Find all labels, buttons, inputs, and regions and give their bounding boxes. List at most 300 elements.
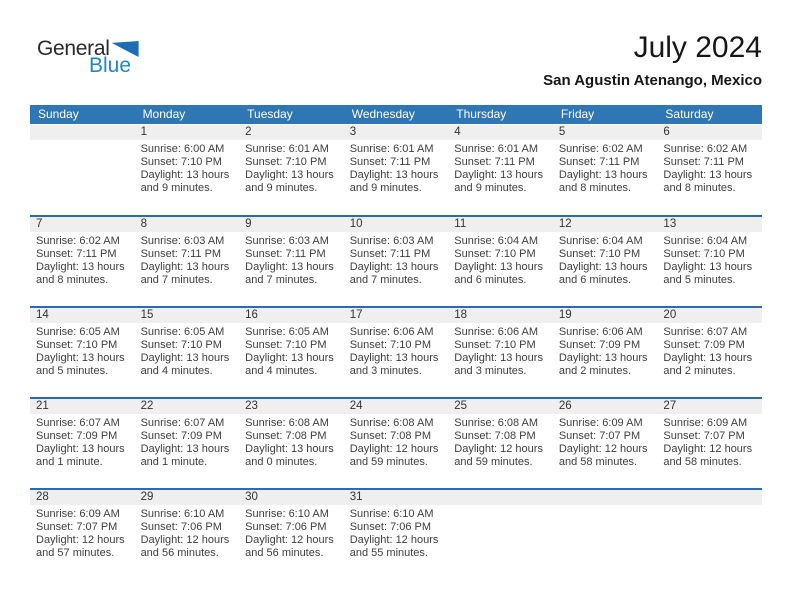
weekday-header-row bbox=[30, 105, 762, 124]
sunset-text-label: Sunset: bbox=[245, 339, 283, 351]
day-number: 9 bbox=[245, 218, 252, 230]
sunrise-text-value: 6:03 AM bbox=[393, 235, 434, 247]
daylight-text-label: Daylight: bbox=[663, 352, 707, 364]
sunset-text bbox=[663, 430, 758, 443]
daylight-text-label: Daylight: bbox=[349, 261, 393, 273]
sunset-text-value: 7:08 PM bbox=[285, 430, 327, 442]
sunrise-text bbox=[454, 143, 549, 156]
daylight-text-label: Daylight: bbox=[349, 443, 393, 455]
day-number-strip bbox=[344, 399, 449, 414]
daylight-text-value: 13 hours and 2 minutes. bbox=[663, 352, 753, 377]
daylight-text bbox=[36, 534, 131, 560]
cell-body bbox=[657, 140, 762, 195]
day-number-strip bbox=[30, 125, 135, 140]
daylight-text bbox=[559, 169, 654, 195]
day-number-strip bbox=[553, 490, 658, 505]
sunset-text-value: 7:10 PM bbox=[285, 156, 327, 168]
week-row-2 bbox=[30, 215, 762, 306]
daylight-text-value: 13 hours and 8 minutes. bbox=[558, 169, 648, 194]
sunrise-text bbox=[559, 143, 654, 156]
location-subtitle: San Agustin Atenango, Mexico bbox=[543, 72, 762, 89]
daylight-text-label: Daylight: bbox=[245, 169, 288, 181]
sunrise-text-value: 6:09 AM bbox=[706, 417, 748, 429]
sunrise-text-label: Sunrise: bbox=[349, 235, 391, 247]
calendar-cell-day-6 bbox=[657, 125, 762, 215]
sunrise-text-label: Sunrise: bbox=[245, 508, 286, 520]
sunset-text-value: 7:11 PM bbox=[76, 248, 117, 260]
day-number: 17 bbox=[349, 309, 363, 321]
sunrise-text-value: 6:06 AM bbox=[393, 326, 434, 338]
daylight-text bbox=[559, 352, 654, 378]
calendar-cell-day-27 bbox=[657, 399, 762, 488]
day-number-strip bbox=[135, 308, 240, 323]
sunrise-text-label: Sunrise: bbox=[454, 235, 495, 247]
calendar-cell-day-13 bbox=[657, 217, 762, 306]
sunset-text-label: Sunset: bbox=[349, 156, 388, 168]
calendar-table bbox=[30, 105, 762, 579]
cell-body bbox=[344, 505, 449, 560]
daylight-text-value: 13 hours and 4 minutes. bbox=[245, 352, 334, 377]
sunrise-text-value: 6:04 AM bbox=[706, 235, 748, 247]
day-number-strip bbox=[657, 217, 762, 232]
daylight-text bbox=[454, 443, 549, 469]
sunrise-text-value: 6:03 AM bbox=[183, 235, 225, 247]
daylight-text-value: 13 hours and 7 minutes. bbox=[245, 261, 334, 286]
cell-body bbox=[344, 140, 449, 195]
sunset-text bbox=[454, 339, 549, 352]
daylight-text-label: Daylight: bbox=[349, 352, 393, 364]
day-number: 14 bbox=[36, 309, 49, 321]
sunset-text bbox=[245, 248, 340, 261]
daylight-text-label: Daylight: bbox=[663, 443, 707, 455]
sunrise-text bbox=[141, 143, 236, 156]
calendar-cell-day-16 bbox=[239, 308, 344, 397]
calendar-cell-day-19 bbox=[553, 308, 658, 397]
calendar-cell-day-24 bbox=[344, 399, 449, 488]
week-row-1 bbox=[30, 124, 762, 215]
calendar-cell-day-29 bbox=[135, 490, 240, 579]
sunrise-text-value: 6:06 AM bbox=[497, 326, 539, 338]
day-number-strip bbox=[135, 399, 240, 414]
calendar-cell-day-17 bbox=[344, 308, 449, 397]
daylight-text bbox=[245, 443, 340, 469]
daylight-text bbox=[454, 261, 549, 287]
sunset-text bbox=[245, 339, 340, 352]
title-block bbox=[543, 30, 762, 89]
cell-body bbox=[135, 414, 240, 469]
calendar-cell-day-28 bbox=[30, 490, 135, 579]
sunrise-text-value: 6:01 AM bbox=[497, 143, 539, 155]
daylight-text bbox=[663, 443, 758, 469]
sunset-text-label: Sunset: bbox=[663, 248, 701, 260]
sunrise-text bbox=[350, 326, 445, 339]
day-number: 19 bbox=[558, 309, 572, 321]
day-number-strip bbox=[553, 125, 658, 140]
daylight-text-value: 13 hours and 7 minutes. bbox=[140, 261, 230, 286]
day-number: 12 bbox=[558, 218, 572, 230]
day-number-strip bbox=[657, 308, 762, 323]
sunset-text-label: Sunset: bbox=[245, 521, 283, 533]
day-number-strip bbox=[239, 125, 344, 140]
sunrise-text-value: 6:04 AM bbox=[602, 235, 643, 247]
sunrise-text-label: Sunrise: bbox=[140, 417, 181, 429]
sunset-text-label: Sunset: bbox=[245, 248, 283, 260]
day-number: 25 bbox=[454, 400, 468, 412]
sunset-text-label: Sunset: bbox=[663, 339, 701, 351]
sunrise-text-value: 6:05 AM bbox=[79, 326, 120, 338]
sunrise-text bbox=[663, 143, 758, 156]
daylight-text bbox=[663, 169, 758, 195]
sunrise-text-label: Sunrise: bbox=[140, 143, 181, 155]
sunrise-text-label: Sunrise: bbox=[663, 326, 704, 338]
day-number: 16 bbox=[245, 309, 258, 321]
cell-body bbox=[30, 414, 135, 469]
day-number-strip bbox=[135, 490, 240, 505]
calendar-cell-empty bbox=[657, 490, 762, 579]
daylight-text-label: Daylight: bbox=[36, 443, 79, 455]
sunrise-text-value: 6:09 AM bbox=[79, 508, 120, 520]
day-number: 11 bbox=[454, 218, 467, 230]
sunrise-text-label: Sunrise: bbox=[663, 235, 704, 247]
sunrise-text-label: Sunrise: bbox=[245, 143, 286, 155]
daylight-text-label: Daylight: bbox=[245, 352, 288, 364]
sunset-text-label: Sunset: bbox=[245, 430, 283, 442]
sunset-text-value: 7:06 PM bbox=[180, 521, 222, 533]
sunrise-text bbox=[141, 508, 236, 521]
cell-body bbox=[553, 140, 658, 195]
daylight-text-value: 13 hours and 8 minutes. bbox=[36, 261, 125, 286]
daylight-text-label: Daylight: bbox=[558, 352, 602, 364]
daylight-text-label: Daylight: bbox=[663, 169, 707, 181]
sunrise-text-label: Sunrise: bbox=[663, 143, 704, 155]
sunset-text-value: 7:09 PM bbox=[76, 430, 118, 442]
sunset-text-value: 7:10 PM bbox=[180, 339, 222, 351]
daylight-text-label: Daylight: bbox=[558, 443, 602, 455]
day-number-strip bbox=[448, 308, 553, 323]
calendar-cell-day-12 bbox=[553, 217, 658, 306]
weekday-header-monday: Monday bbox=[142, 107, 186, 121]
sunset-text-value: 7:10 PM bbox=[285, 339, 327, 351]
week-row-5 bbox=[30, 488, 762, 579]
daylight-text-value: 13 hours and 0 minutes. bbox=[245, 443, 334, 468]
sunrise-text-label: Sunrise: bbox=[454, 143, 495, 155]
daylight-text-value: 13 hours and 9 minutes. bbox=[349, 169, 439, 194]
cell-body bbox=[239, 140, 344, 195]
daylight-text-label: Daylight: bbox=[140, 443, 184, 455]
sunrise-text-value: 6:08 AM bbox=[288, 417, 329, 429]
sunset-text bbox=[559, 156, 654, 169]
sunset-text bbox=[350, 156, 445, 169]
daylight-text-label: Daylight: bbox=[558, 261, 602, 273]
day-number: 23 bbox=[245, 400, 258, 412]
calendar-cell-day-7 bbox=[30, 217, 135, 306]
day-number-strip bbox=[448, 490, 553, 505]
sunset-text bbox=[454, 430, 549, 443]
day-number: 21 bbox=[36, 400, 49, 412]
daylight-text bbox=[36, 443, 131, 469]
sunset-text-label: Sunset: bbox=[140, 430, 178, 442]
daylight-text-label: Daylight: bbox=[140, 169, 184, 181]
cell-body bbox=[30, 232, 135, 287]
day-number: 20 bbox=[663, 309, 677, 321]
sunset-text-label: Sunset: bbox=[454, 339, 492, 351]
calendar-cell-day-2 bbox=[239, 125, 344, 215]
cell-body bbox=[657, 323, 762, 378]
sunrise-text-label: Sunrise: bbox=[558, 235, 600, 247]
sunset-text-label: Sunset: bbox=[558, 248, 597, 260]
sunrise-text-label: Sunrise: bbox=[558, 143, 600, 155]
day-number-strip bbox=[553, 399, 658, 414]
sunrise-text bbox=[350, 417, 445, 430]
sunrise-text-value: 6:09 AM bbox=[602, 417, 643, 429]
day-number-strip bbox=[135, 217, 240, 232]
sunrise-text bbox=[141, 326, 236, 339]
sunrise-text bbox=[36, 235, 131, 248]
daylight-text-label: Daylight: bbox=[140, 352, 184, 364]
daylight-text-label: Daylight: bbox=[245, 534, 288, 546]
daylight-text bbox=[36, 261, 131, 287]
sunrise-text-label: Sunrise: bbox=[140, 326, 181, 338]
cell-body bbox=[553, 323, 658, 378]
sunset-text-value: 7:10 PM bbox=[390, 339, 432, 351]
sunrise-text-label: Sunrise: bbox=[349, 326, 391, 338]
daylight-text-value: 12 hours and 57 minutes. bbox=[36, 534, 125, 559]
daylight-text bbox=[454, 352, 549, 378]
day-number-strip bbox=[239, 490, 344, 505]
sunset-text bbox=[559, 339, 654, 352]
daylight-text-value: 13 hours and 6 minutes. bbox=[454, 261, 543, 286]
logo-text-blue: Blue bbox=[88, 54, 131, 77]
calendar-body bbox=[30, 124, 762, 579]
week-row-4 bbox=[30, 397, 762, 488]
sunrise-text-value: 6:02 AM bbox=[706, 143, 748, 155]
daylight-text bbox=[141, 443, 236, 469]
sunset-text-label: Sunset: bbox=[663, 156, 701, 168]
daylight-text bbox=[663, 352, 758, 378]
day-number-strip bbox=[657, 125, 762, 140]
cell-body bbox=[448, 414, 553, 469]
cell-body bbox=[30, 505, 135, 560]
day-number-strip bbox=[344, 490, 449, 505]
day-number-strip bbox=[30, 490, 135, 505]
sunset-text-label: Sunset: bbox=[36, 339, 74, 351]
sunrise-text-value: 6:08 AM bbox=[497, 417, 539, 429]
sunset-text bbox=[141, 248, 236, 261]
day-number: 18 bbox=[454, 309, 468, 321]
sunset-text-value: 7:09 PM bbox=[703, 339, 745, 351]
daylight-text-label: Daylight: bbox=[140, 534, 184, 546]
calendar-cell-day-30 bbox=[239, 490, 344, 579]
cell-body bbox=[344, 323, 449, 378]
sunset-text-label: Sunset: bbox=[36, 521, 74, 533]
sunrise-text bbox=[350, 143, 445, 156]
sunset-text bbox=[559, 248, 654, 261]
sunrise-text-label: Sunrise: bbox=[349, 143, 391, 155]
daylight-text-label: Daylight: bbox=[36, 534, 79, 546]
cell-body bbox=[135, 232, 240, 287]
sunset-text-label: Sunset: bbox=[558, 430, 597, 442]
sunset-text-label: Sunset: bbox=[36, 248, 74, 260]
day-number: 2 bbox=[245, 126, 252, 138]
calendar-cell-day-20 bbox=[657, 308, 762, 397]
calendar-cell-day-14 bbox=[30, 308, 135, 397]
day-number: 7 bbox=[36, 218, 43, 230]
sunset-text-label: Sunset: bbox=[454, 430, 492, 442]
sunset-text-value: 7:11 PM bbox=[703, 156, 744, 168]
day-number: 22 bbox=[140, 400, 154, 412]
sunset-text bbox=[663, 156, 758, 169]
daylight-text bbox=[350, 534, 445, 560]
sunrise-text-value: 6:10 AM bbox=[288, 508, 329, 520]
sunset-text bbox=[559, 430, 654, 443]
day-number: 30 bbox=[245, 491, 258, 503]
daylight-text-label: Daylight: bbox=[36, 261, 79, 273]
daylight-text-value: 13 hours and 4 minutes. bbox=[140, 352, 230, 377]
sunrise-text-value: 6:07 AM bbox=[706, 326, 748, 338]
sunrise-text-label: Sunrise: bbox=[454, 417, 495, 429]
sunrise-text-value: 6:02 AM bbox=[602, 143, 643, 155]
calendar-cell-day-31 bbox=[344, 490, 449, 579]
weekday-header-thursday: Thursday bbox=[456, 107, 507, 121]
sunset-text-value: 7:10 PM bbox=[703, 248, 745, 260]
daylight-text-value: 13 hours and 1 minute. bbox=[140, 443, 230, 468]
sunset-text-value: 7:06 PM bbox=[390, 521, 432, 533]
sunrise-text-value: 6:07 AM bbox=[79, 417, 120, 429]
sunset-text-label: Sunset: bbox=[454, 156, 492, 168]
cell-body bbox=[239, 505, 344, 560]
sunset-text-label: Sunset: bbox=[349, 521, 388, 533]
sunset-text-value: 7:07 PM bbox=[599, 430, 641, 442]
day-number: 28 bbox=[36, 491, 49, 503]
sunrise-text-value: 6:08 AM bbox=[393, 417, 434, 429]
daylight-text bbox=[245, 169, 340, 195]
day-number: 6 bbox=[663, 126, 670, 138]
month-title: July 2024 bbox=[633, 31, 762, 64]
sunrise-text-label: Sunrise: bbox=[140, 235, 181, 247]
daylight-text-value: 13 hours and 8 minutes. bbox=[663, 169, 753, 194]
sunrise-text-value: 6:07 AM bbox=[183, 417, 225, 429]
day-number-strip bbox=[553, 217, 658, 232]
sunrise-text-value: 6:04 AM bbox=[497, 235, 539, 247]
sunset-text bbox=[350, 339, 445, 352]
sunset-text-value: 7:10 PM bbox=[180, 156, 222, 168]
calendar-cell-day-21 bbox=[30, 399, 135, 488]
sunrise-text bbox=[36, 417, 131, 430]
daylight-text-value: 12 hours and 56 minutes. bbox=[245, 534, 334, 559]
sunset-text-value: 7:09 PM bbox=[599, 339, 641, 351]
calendar-cell-day-25 bbox=[448, 399, 553, 488]
day-number-strip bbox=[239, 308, 344, 323]
sunrise-text bbox=[663, 326, 758, 339]
cell-body bbox=[553, 414, 658, 469]
daylight-text-label: Daylight: bbox=[558, 169, 602, 181]
sunset-text-label: Sunset: bbox=[663, 430, 701, 442]
day-number: 26 bbox=[558, 400, 572, 412]
sunset-text bbox=[36, 521, 131, 534]
week-row-3 bbox=[30, 306, 762, 397]
sunrise-text bbox=[350, 235, 445, 248]
calendar-cell-day-5 bbox=[553, 125, 658, 215]
daylight-text-value: 13 hours and 2 minutes. bbox=[558, 352, 648, 377]
sunrise-text bbox=[350, 508, 445, 521]
sunset-text-label: Sunset: bbox=[454, 248, 492, 260]
day-number-strip bbox=[344, 125, 449, 140]
daylight-text-label: Daylight: bbox=[140, 261, 184, 273]
sunset-text-value: 7:08 PM bbox=[494, 430, 536, 442]
daylight-text-label: Daylight: bbox=[36, 352, 79, 364]
day-number-strip bbox=[135, 125, 240, 140]
day-number-strip bbox=[344, 217, 449, 232]
day-number-strip bbox=[657, 490, 762, 505]
daylight-text-value: 12 hours and 58 minutes. bbox=[558, 443, 648, 468]
day-number-strip bbox=[30, 217, 135, 232]
sunset-text-value: 7:08 PM bbox=[390, 430, 432, 442]
day-number-strip bbox=[448, 125, 553, 140]
sunset-text-label: Sunset: bbox=[140, 339, 178, 351]
daylight-text-label: Daylight: bbox=[454, 261, 498, 273]
sunrise-text-label: Sunrise: bbox=[349, 508, 391, 520]
daylight-text-label: Daylight: bbox=[454, 169, 498, 181]
sunrise-text bbox=[454, 326, 549, 339]
sunset-text-value: 7:07 PM bbox=[703, 430, 745, 442]
sunrise-text bbox=[245, 326, 340, 339]
daylight-text-value: 13 hours and 9 minutes. bbox=[140, 169, 230, 194]
sunset-text-label: Sunset: bbox=[140, 248, 178, 260]
sunrise-text-value: 6:06 AM bbox=[602, 326, 643, 338]
day-number-strip bbox=[448, 217, 553, 232]
calendar-cell-day-15 bbox=[135, 308, 240, 397]
daylight-text bbox=[454, 169, 549, 195]
day-number-strip bbox=[30, 399, 135, 414]
sunrise-text-label: Sunrise: bbox=[245, 417, 286, 429]
sunset-text-value: 7:11 PM bbox=[599, 156, 640, 168]
sunrise-text bbox=[245, 508, 340, 521]
day-number: 29 bbox=[140, 491, 154, 503]
daylight-text-value: 12 hours and 59 minutes. bbox=[454, 443, 543, 468]
daylight-text bbox=[141, 261, 236, 287]
sunset-text-value: 7:10 PM bbox=[76, 339, 118, 351]
sunset-text bbox=[36, 248, 131, 261]
daylight-text bbox=[141, 169, 236, 195]
day-number: 31 bbox=[349, 491, 363, 503]
sunset-text bbox=[350, 248, 445, 261]
daylight-text bbox=[350, 169, 445, 195]
daylight-text-value: 13 hours and 7 minutes. bbox=[349, 261, 439, 286]
cell-body bbox=[135, 505, 240, 560]
sunset-text-value: 7:11 PM bbox=[390, 248, 431, 260]
day-number: 15 bbox=[140, 309, 154, 321]
sunset-text bbox=[141, 521, 236, 534]
daylight-text bbox=[141, 352, 236, 378]
sunset-text-value: 7:06 PM bbox=[285, 521, 327, 533]
daylight-text bbox=[141, 534, 236, 560]
cell-body bbox=[344, 414, 449, 469]
sunset-text bbox=[141, 339, 236, 352]
sunset-text-label: Sunset: bbox=[349, 339, 388, 351]
sunrise-text bbox=[454, 417, 549, 430]
sunrise-text-value: 6:10 AM bbox=[183, 508, 225, 520]
sunrise-text-label: Sunrise: bbox=[36, 508, 77, 520]
sunrise-text bbox=[663, 235, 758, 248]
sunrise-text bbox=[559, 417, 654, 430]
daylight-text-label: Daylight: bbox=[349, 534, 393, 546]
daylight-text-value: 12 hours and 58 minutes. bbox=[663, 443, 753, 468]
sunset-text-label: Sunset: bbox=[140, 156, 178, 168]
sunset-text-label: Sunset: bbox=[349, 430, 388, 442]
cell-body bbox=[553, 232, 658, 287]
sunrise-text bbox=[141, 235, 236, 248]
sunset-text-label: Sunset: bbox=[558, 339, 597, 351]
